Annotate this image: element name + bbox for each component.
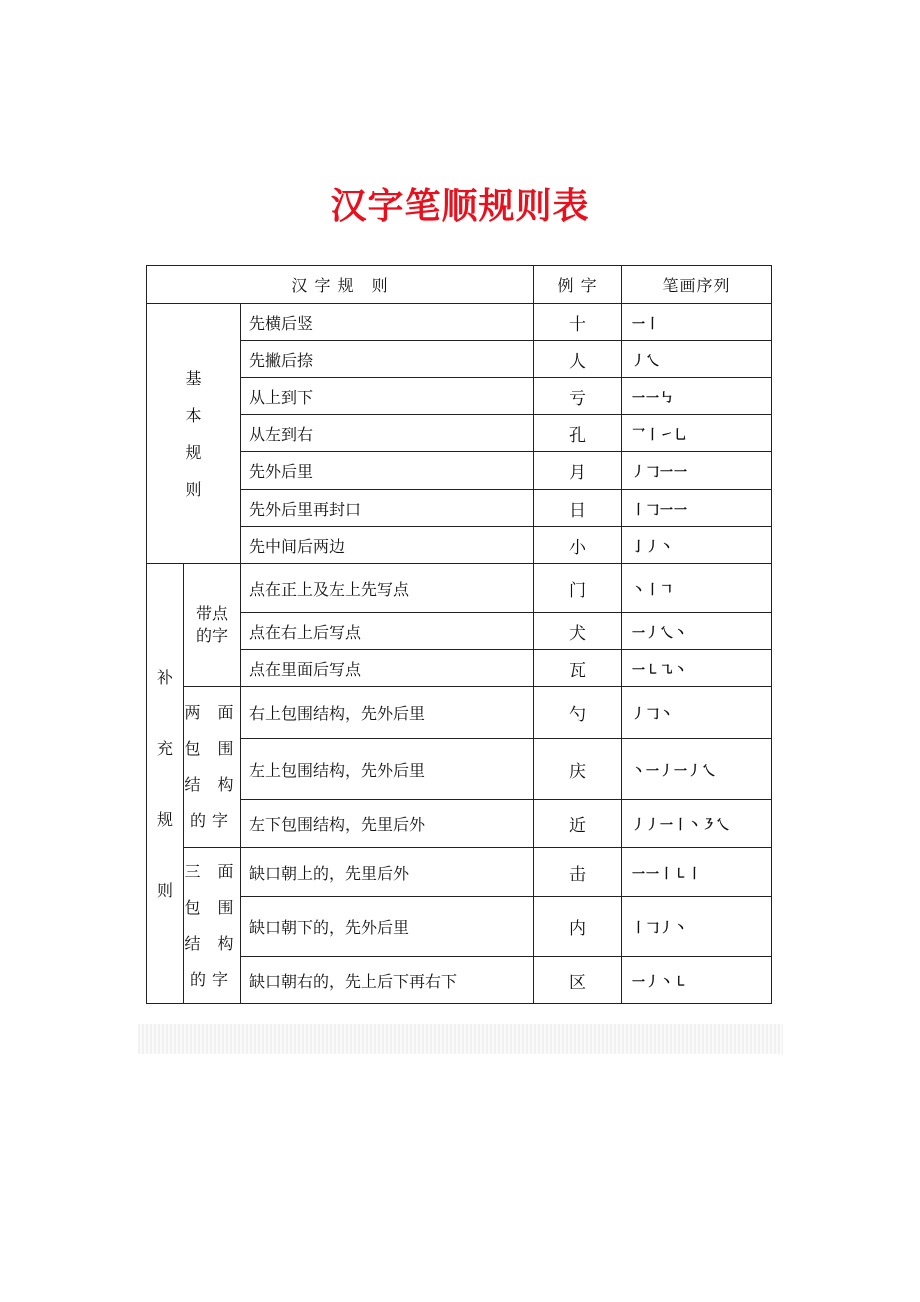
rule-text: 缺口朝上的，先里后外 bbox=[241, 848, 534, 897]
group-label-three-sided: 三 面 包 围 结 构 的字 bbox=[184, 848, 241, 1004]
header-rule: 汉 字 规 则 bbox=[147, 266, 534, 304]
example-char: 勺 bbox=[534, 687, 622, 739]
table-row bbox=[147, 490, 772, 527]
table-row bbox=[147, 897, 772, 957]
table-header-row bbox=[147, 266, 772, 304]
stroke-sequence: 丿丿一丨丶㇋乀 bbox=[622, 800, 772, 848]
rule-text: 先外后里 bbox=[241, 452, 534, 490]
stroke-sequence: 一一㇉ bbox=[622, 378, 772, 415]
stroke-sequence: 丶丨𠃍 bbox=[622, 564, 772, 613]
table-row bbox=[147, 378, 772, 415]
example-char: 月 bbox=[534, 452, 622, 490]
table-row bbox=[147, 415, 772, 452]
table-row bbox=[147, 452, 772, 490]
rule-text: 点在右上后写点 bbox=[241, 613, 534, 650]
example-char: 孔 bbox=[534, 415, 622, 452]
stroke-sequence: 一丿乀丶 bbox=[622, 613, 772, 650]
table-row bbox=[147, 564, 772, 613]
table-row bbox=[147, 650, 772, 687]
example-char: 犬 bbox=[534, 613, 622, 650]
example-char: 亏 bbox=[534, 378, 622, 415]
table-row bbox=[147, 800, 772, 848]
rule-text: 先撇后捺 bbox=[241, 341, 534, 378]
stroke-sequence: 丨𠃌丿丶 bbox=[622, 897, 772, 957]
example-char: 日 bbox=[534, 490, 622, 527]
example-char: 区 bbox=[534, 957, 622, 1004]
rule-text: 左下包围结构，先里后外 bbox=[241, 800, 534, 848]
header-sequence: 笔画序列 bbox=[622, 266, 772, 304]
stroke-sequence: 丶一丿一丿乀 bbox=[622, 739, 772, 800]
table-row bbox=[147, 613, 772, 650]
table-row bbox=[147, 739, 772, 800]
rule-text: 缺口朝下的，先外后里 bbox=[241, 897, 534, 957]
rule-text: 点在正上及左上先写点 bbox=[241, 564, 534, 613]
example-char: 庆 bbox=[534, 739, 622, 800]
group-label-two-sided: 两 面 包 围 结 构 的字 bbox=[184, 687, 241, 848]
stroke-sequence: 一一丨㇄丨 bbox=[622, 848, 772, 897]
table-row bbox=[147, 687, 772, 739]
stroke-sequence: 一㇄㇈丶 bbox=[622, 650, 772, 687]
rule-text: 从上到下 bbox=[241, 378, 534, 415]
stroke-sequence: 亅丿丶 bbox=[622, 527, 772, 564]
stroke-sequence: 一丨 bbox=[622, 304, 772, 341]
rule-text: 先外后里再封口 bbox=[241, 490, 534, 527]
example-char: 内 bbox=[534, 897, 622, 957]
table-row bbox=[147, 848, 772, 897]
example-char: 门 bbox=[534, 564, 622, 613]
example-char: 近 bbox=[534, 800, 622, 848]
stroke-sequence: 一丿丶㇄ bbox=[622, 957, 772, 1004]
example-char: 瓦 bbox=[534, 650, 622, 687]
supplement-rules-label: 补 充 规 则 bbox=[147, 564, 184, 1004]
example-char: 击 bbox=[534, 848, 622, 897]
rule-text: 点在里面后写点 bbox=[241, 650, 534, 687]
stroke-order-table bbox=[146, 265, 772, 1004]
stroke-sequence: 丨𠃌一一 bbox=[622, 490, 772, 527]
group-label-dot: 带点 的字 bbox=[184, 564, 241, 687]
table-row bbox=[147, 341, 772, 378]
stroke-sequence: 乛丨㇀乚 bbox=[622, 415, 772, 452]
rule-text: 左上包围结构，先外后里 bbox=[241, 739, 534, 800]
rule-text: 缺口朝右的，先上后下再右下 bbox=[241, 957, 534, 1004]
header-example: 例 字 bbox=[534, 266, 622, 304]
stroke-sequence: 丿𠃌一一 bbox=[622, 452, 772, 490]
page-title: 汉字笔顺规则表 bbox=[330, 185, 590, 227]
basic-rules-label: 基 本 规 则 bbox=[147, 304, 241, 564]
example-char: 小 bbox=[534, 527, 622, 564]
table-row bbox=[147, 527, 772, 564]
stroke-sequence: 丿乀 bbox=[622, 341, 772, 378]
rule-text: 先横后竖 bbox=[241, 304, 534, 341]
rule-text: 从左到右 bbox=[241, 415, 534, 452]
example-char: 人 bbox=[534, 341, 622, 378]
scan-shadow-band bbox=[138, 1024, 783, 1054]
rule-text: 右上包围结构，先外后里 bbox=[241, 687, 534, 739]
rule-text: 先中间后两边 bbox=[241, 527, 534, 564]
table-row bbox=[147, 957, 772, 1004]
example-char: 十 bbox=[534, 304, 622, 341]
table-row bbox=[147, 304, 772, 341]
stroke-sequence: 丿𠃌丶 bbox=[622, 687, 772, 739]
